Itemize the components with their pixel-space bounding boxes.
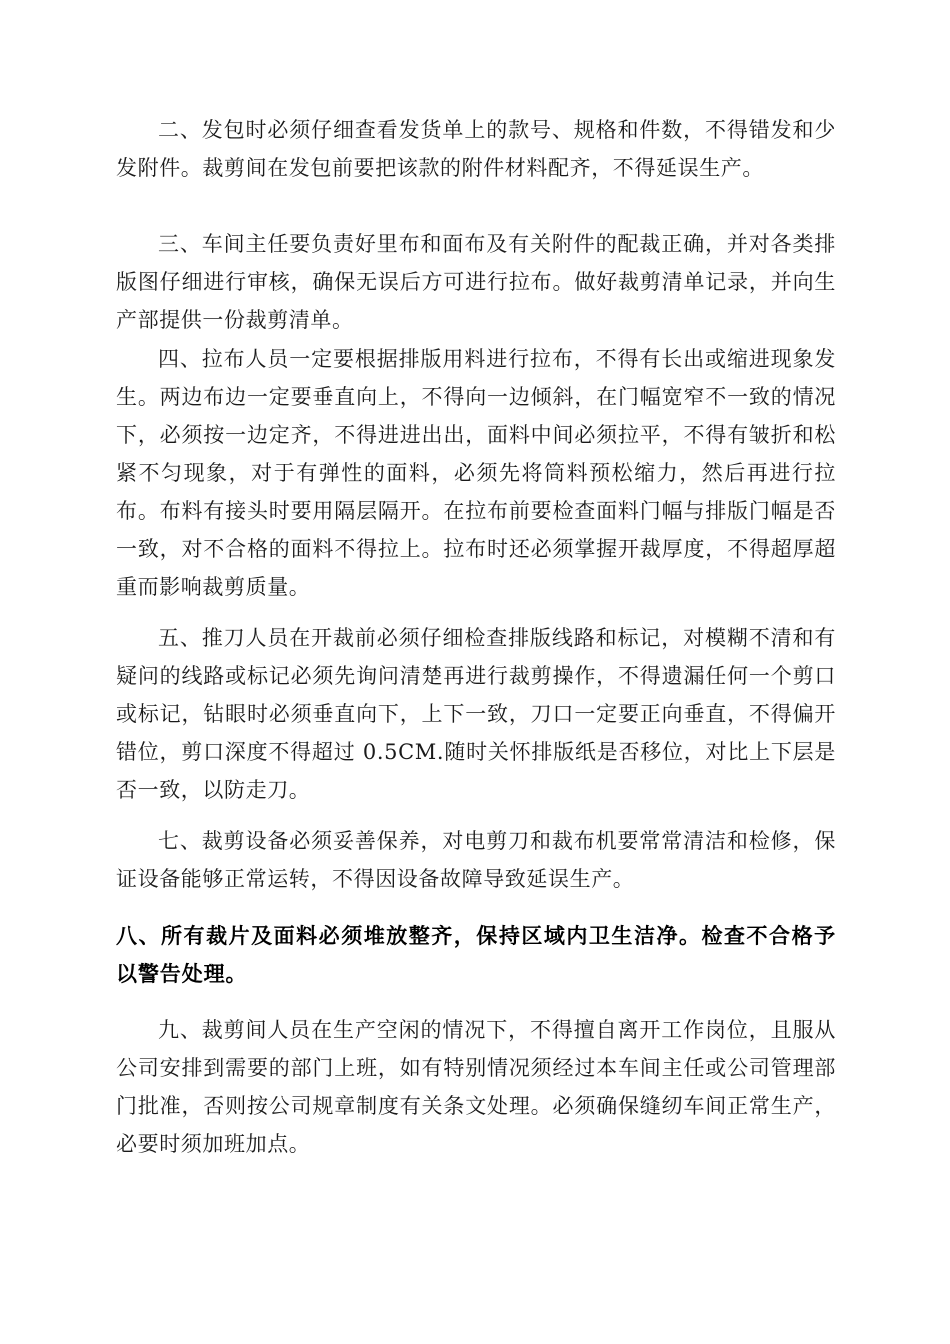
paragraph-item-2: 二、发包时必须仔细查看发货单上的款号、规格和件数，不得错发和少发附件。裁剪间在发包前要把该款的附件材料配齐，不得延误生产。	[116, 118, 836, 180]
paragraph-item-8-bold: 八、所有裁片及面料必须堆放整齐，保持区域内卫生洁净。检查不合格予以警告处理。	[116, 923, 836, 986]
paragraph-item-3: 三、车间主任要负责好里布和面布及有关附件的配裁正确，并对各类排版图仔细进行审核，确保无误后方可进行拉布。做好裁剪清单记录，并向生产部提供一份裁剪清单。	[116, 232, 836, 332]
paragraph-item-9: 九、裁剪间人员在生产空闲的情况下，不得擅自离开工作岗位，且服从公司安排到需要的部门上班，如有特别情况须经过本车间主任或公司管理部门批准，否则按公司规章制度有关条文处理。必须确保缝纫车间正常生产，必要时须加班加点。	[116, 1018, 836, 1156]
paragraph-item-4: 四、拉布人员一定要根据排版用料进行拉布，不得有长出或缩进现象发生。两边布边一定要垂直向上，不得向一边倾斜，在门幅宽窄不一致的情况下，必须按一边定齐，不得进进出出，面料中间必须拉平，不得有皱折和松紧不匀现象，对于有弹性的面料，必须先将筒料预松缩力，然后再进行拉布。布料有接头时要用隔层隔开。在拉布前要检查面料门幅与排版门幅是否一致，对不合格的面料不得拉上。拉布时还必须掌握开裁厚度，不得超厚超重而影响裁剪质量。	[116, 347, 836, 599]
paragraph-item-5: 五、推刀人员在开裁前必须仔细检查排版线路和标记，对模糊不清和有疑问的线路或标记必须先询问清楚再进行裁剪操作，不得遗漏任何一个剪口或标记，钻眼时必须垂直向下，上下一致，刀口一定要正向垂直，不得偏开错位，剪口深度不得超过 0.5CM.随时关怀排版纸是否移位，对比上下层是否一致，以防走刀。	[116, 626, 836, 802]
paragraph-item-7: 七、裁剪设备必须妥善保养，对电剪刀和裁布机要常常清洁和检修，保证设备能够正常运转，不得因设备故障导致延误生产。	[116, 829, 836, 891]
